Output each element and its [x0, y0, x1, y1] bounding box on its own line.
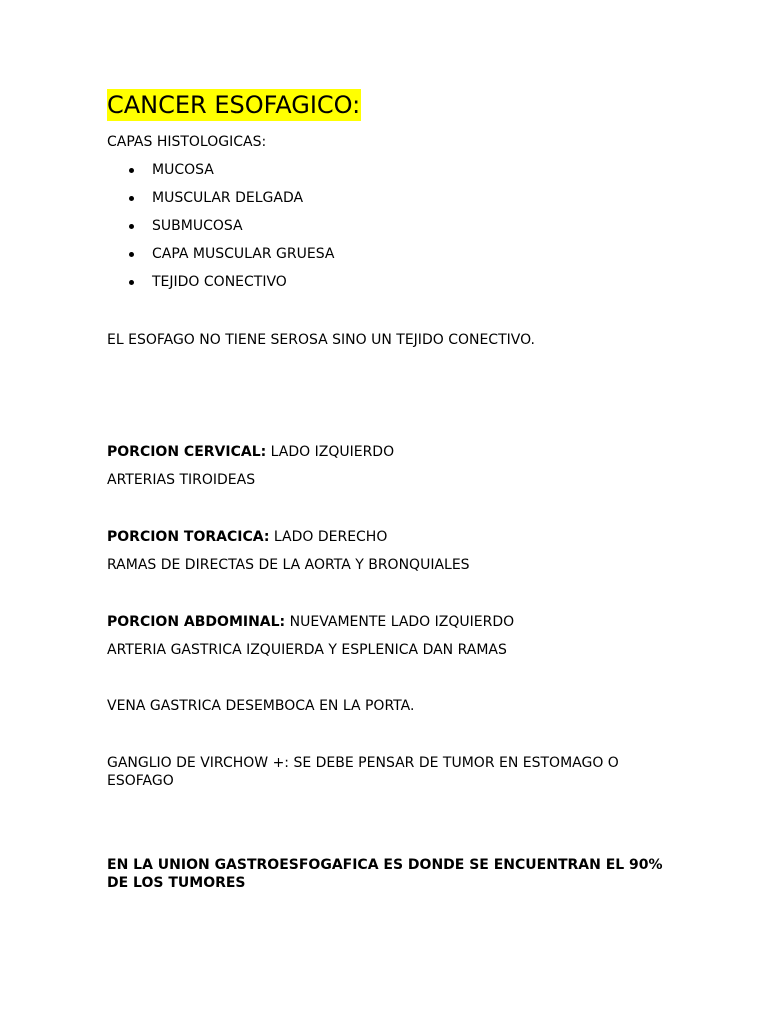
cervical-arteries: ARTERIAS TIROIDEAS	[107, 472, 256, 488]
virchow-note: GANGLIO DE VIRCHOW +: SE DEBE PENSAR DE TUMOR EN ESTOMAGO O ESOFAGO	[107, 755, 619, 789]
thoracic-side: LADO DERECHO	[269, 529, 388, 545]
layers-heading: CAPAS HISTOLOGICAS:	[107, 134, 267, 150]
bullet-icon	[129, 168, 134, 173]
list-item	[107, 217, 334, 245]
list-item	[107, 161, 334, 189]
list-item-label: CAPA MUSCULAR GRUESA	[152, 246, 335, 262]
abdominal-side: NUEVAMENTE LADO IZQUIERDO	[285, 614, 515, 630]
list-item	[107, 189, 334, 217]
vein-note: VENA GASTRICA DESEMBOCA EN LA PORTA.	[107, 698, 415, 714]
document-title: CANCER ESOFAGICO:	[107, 91, 361, 119]
abdominal-label: PORCION ABDOMINAL:	[107, 614, 286, 630]
list-item-label: MUCOSA	[152, 162, 214, 178]
thoracic-label: PORCION TORACICA:	[107, 529, 270, 545]
bullet-icon	[129, 252, 134, 257]
list-item	[107, 245, 334, 273]
junction-note: EN LA UNION GASTROESFOGAFICA ES DONDE SE ENCUENTRAN EL 90% DE LOS TUMORES	[107, 857, 663, 891]
bullet-icon	[129, 224, 134, 229]
list-item-label: SUBMUCOSA	[152, 218, 243, 234]
bullet-icon	[129, 280, 134, 285]
abdominal-arteries: ARTERIA GASTRICA IZQUIERDA Y ESPLENICA DAN RAMAS	[107, 642, 507, 658]
thoracic-arteries: RAMAS DE DIRECTAS DE LA AORTA Y BRONQUIALES	[107, 557, 470, 573]
cervical-portion	[107, 443, 394, 461]
cervical-label: PORCION CERVICAL:	[107, 444, 267, 460]
list-item-label: TEJIDO CONECTIVO	[152, 274, 287, 290]
bullet-icon	[129, 196, 134, 201]
cervical-side: LADO IZQUIERDO	[266, 444, 395, 460]
histologic-layers-list	[107, 161, 334, 301]
thoracic-portion	[107, 528, 387, 546]
list-item	[107, 273, 334, 301]
serosa-note: EL ESOFAGO NO TIENE SEROSA SINO UN TEJIDO CONECTIVO.	[107, 332, 535, 348]
abdominal-portion	[107, 613, 514, 631]
list-item-label: MUSCULAR DELGADA	[152, 190, 304, 206]
